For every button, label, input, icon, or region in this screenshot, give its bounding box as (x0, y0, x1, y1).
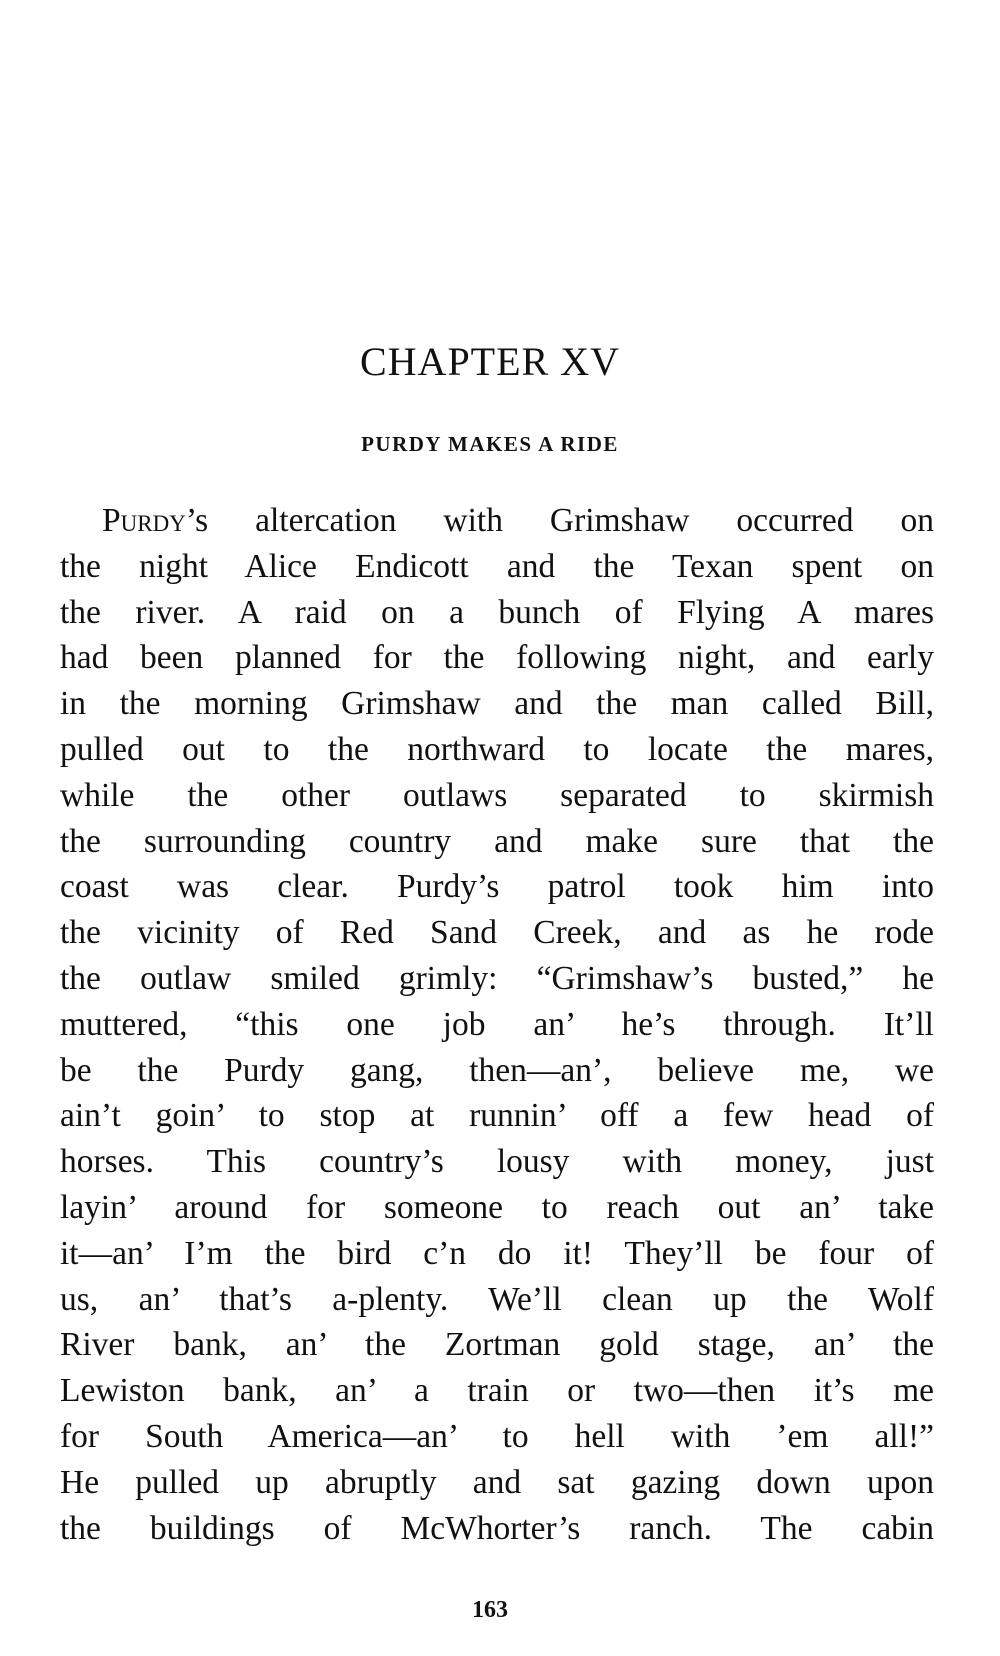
body-line: coast was clear. Purdy’s patrol took him into (60, 868, 934, 906)
body-line: He pulled up abruptly and sat gazing down upon (60, 1463, 934, 1501)
body-line: while the other outlaws separated to skirmish (60, 776, 934, 814)
body-line: us, an’ that’s a-plenty. We’ll clean up the Wolf (60, 1280, 934, 1318)
body-line: had been planned for the following night, and early (60, 639, 934, 677)
body-line: the buildings of McWhorter’s ranch. The cabin (60, 1509, 934, 1547)
body-line: for South America—an’ to hell with ’em all!” (60, 1417, 934, 1455)
body-line (60, 498, 934, 544)
body-line: the surrounding country and make sure that the (60, 822, 934, 860)
body-line-text: ’s altercation with Grimshaw occurred on (185, 502, 934, 539)
body-line: in the morning Grimshaw and the man called Bill, (60, 685, 934, 723)
body-line: horses. This country’s lousy with money, just (60, 1143, 934, 1181)
body-line: the night Alice Endicott and the Texan spent on (60, 547, 934, 585)
lead-word: Purdy (102, 502, 186, 539)
body-line: be the Purdy gang, then—an’, believe me, we (60, 1051, 934, 1089)
body-line: ain’t goin’ to stop at runnin’ off a few head of (60, 1097, 934, 1135)
chapter-title: PURDY MAKES A RIDE (361, 432, 619, 456)
chapter-body (60, 498, 934, 1551)
body-line: River bank, an’ the Zortman gold stage, an’ the (60, 1326, 934, 1364)
body-line: the outlaw smiled grimly: “Grimshaw’s busted,” he (60, 959, 934, 997)
body-line: Lewiston bank, an’ a train or two—then it’s me (60, 1372, 934, 1410)
page-number: 163 (472, 1597, 508, 1623)
body-line: pulled out to the northward to locate the mares, (60, 730, 934, 768)
body-line: layin’ around for someone to reach out an’ take (60, 1188, 934, 1226)
body-line: it—an’ I’m the bird c’n do it! They’ll be four of (60, 1234, 934, 1272)
body-line: the river. A raid on a bunch of Flying A mares (60, 593, 934, 631)
chapter-number: CHAPTER XV (359, 339, 621, 384)
body-line: muttered, “this one job an’ he’s through. It’ll (60, 1005, 934, 1043)
body-line: the vicinity of Red Sand Creek, and as he rode (60, 914, 934, 952)
